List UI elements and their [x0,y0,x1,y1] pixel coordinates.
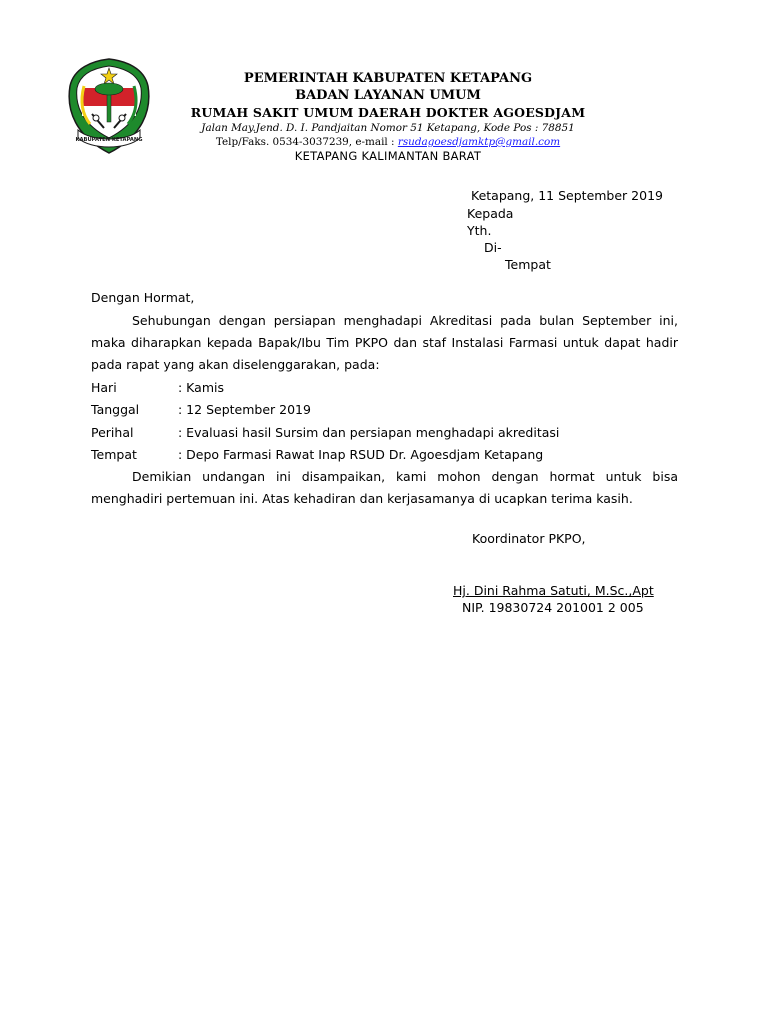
detail-value-tanggal: : 12 September 2019 [178,402,311,417]
hospital-title: RUMAH SAKIT UMUM DAERAH DOKTER AGOESDJAM [190,105,586,120]
letterhead [0,0,768,163]
hospital-address: Jalan May.Jend. D. I. Pandjaitan Nomor 51 Ketapang, Kode Pos : 78851 [201,122,575,134]
detail-label-tempat: Tempat [91,447,137,462]
kabupaten-ketapang-logo [66,56,152,156]
greeting: Dengan Hormat, [91,290,195,305]
detail-label-hari: Hari [91,380,117,395]
detail-value-hari: : Kamis [178,380,224,395]
detail-value-perihal: : Evaluasi hasil Sursim dan persiapan menghadapi akreditasi [178,425,560,440]
addressee-yth: Yth. [467,223,492,238]
email-link[interactable]: rsudagoesdjamktp@gmail.com [397,136,561,148]
logo-ribbon-text: KABUPATEN KETAPANG [75,137,143,143]
addressee-tempat: Tempat [505,257,551,272]
addressee-kepada: Kepada [467,206,514,221]
signatory-name: Hj. Dini Rahma Satuti, M.Sc.,Apt [453,583,654,598]
agency-title: BADAN LAYANAN UMUM [295,88,481,103]
addressee-di: Di- [484,240,502,255]
signatory-nip: NIP. 19830724 201001 2 005 [462,600,644,615]
letterhead-text [168,70,608,164]
signature-role: Koordinator PKPO, [472,531,586,546]
region-line: KETAPANG KALIMANTAN BARAT [294,149,482,163]
place-date: Ketapang, 11 September 2019 [471,188,663,203]
contact-phone: Telp/Faks. 0534-3037239, e-mail : [215,136,398,148]
detail-label-tanggal: Tanggal [91,402,140,417]
detail-label-perihal: Perihal [91,425,134,440]
opening-paragraph: Sehubungan dengan persiapan menghadapi Akreditasi pada bulan September ini, maka diharapkan kepada Bapak/Ibu Tim PKPO dan staf Instalasi Farmasi untuk dapat hadir pada rapat yang akan diselenggarakan, pada: [91,313,678,372]
closing-paragraph: Demikian undangan ini disampaikan, kami mohon dengan hormat untuk bisa menghadiri pertemuan ini. Atas kehadiran dan kerjasamanya di ucapkan terima kasih. [91,469,678,506]
detail-value-tempat: : Depo Farmasi Rawat Inap RSUD Dr. Agoesdjam Ketapang [178,447,544,462]
government-title: PEMERINTAH KABUPATEN KETAPANG [243,71,533,86]
hospital-contact [168,135,608,149]
